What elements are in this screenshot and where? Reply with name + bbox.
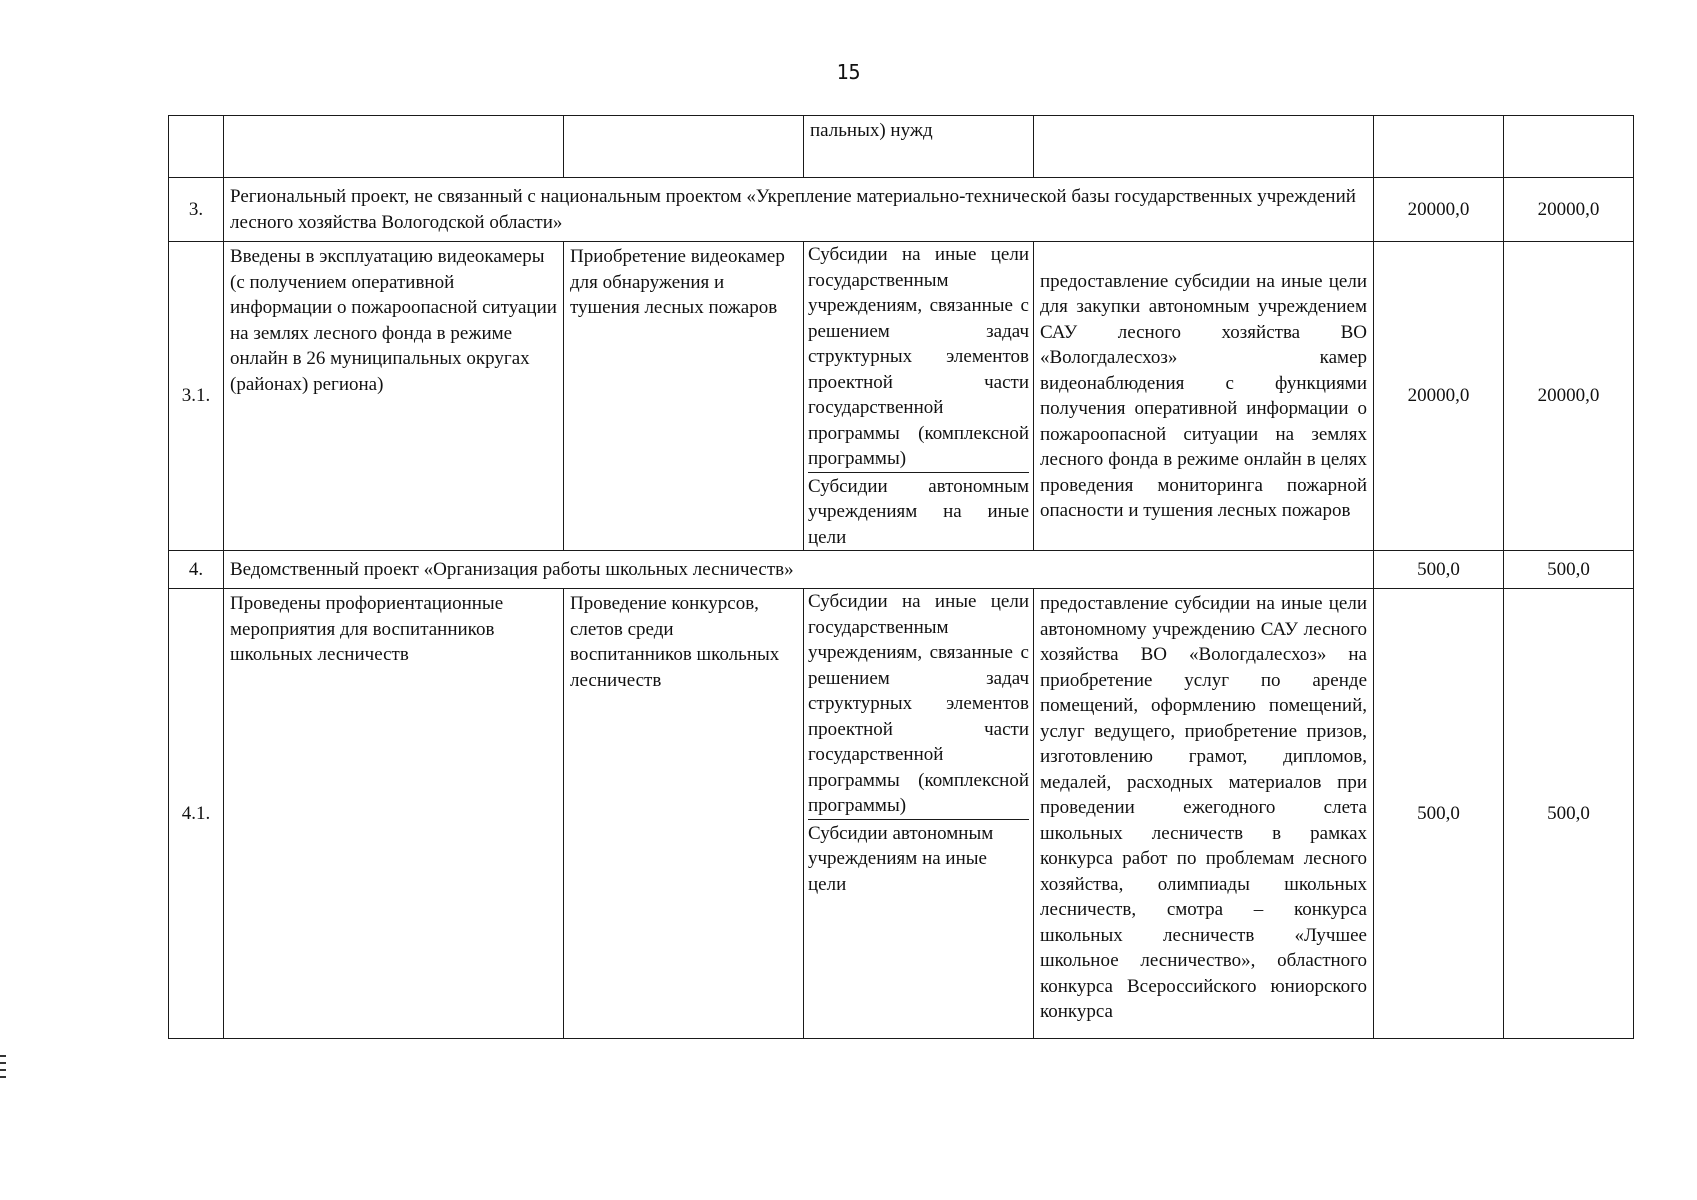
- cell-empty: [1374, 116, 1504, 178]
- cell-continued-text: пальных) нужд: [804, 116, 1034, 178]
- amount-value-2: 20000,0: [1504, 242, 1634, 551]
- result-text: Введены в эксплуатацию видеокамеры (с получением оперативной информации о пожароопасной ситуации на землях лесного фонда в режиме онлайн в 26 муниципальных округах (районах) региона): [224, 242, 564, 551]
- table-row-project-3: [169, 178, 1634, 242]
- row-number: 3.1.: [169, 242, 224, 551]
- amount-value-1: 500,0: [1374, 589, 1504, 1039]
- action-text: Проведение конкурсов, слетов среди воспитанников школьных лесничеств: [564, 589, 804, 1039]
- project-title: Региональный проект, не связанный с национальным проектом «Укрепление материально-технической базы государственных учреждений лесного хозяйства Вологодской области»: [224, 178, 1374, 242]
- expense-type-1: Субсидии на иные цели государственным учреждениям, связанные с решением задач структурных элементов проектной части государственной программы (комплексной программы): [808, 244, 1029, 469]
- program-table: [168, 115, 1634, 1039]
- action-text: Приобретение видеокамер для обнаружения и тушения лесных пожаров: [564, 242, 804, 551]
- project-title: Ведомственный проект «Организация работы школьных лесничеств»: [224, 551, 1374, 589]
- expense-type-2: Субсидии автономным учреждениям на иные цели: [808, 819, 1029, 897]
- cell-empty: [564, 116, 804, 178]
- page-number: 15: [836, 60, 861, 84]
- amount-value-1: 20000,0: [1374, 242, 1504, 551]
- expense-types-list: [808, 242, 1029, 550]
- expense-types: [804, 589, 1034, 1039]
- table-row-4-1: [169, 589, 1634, 1039]
- row-number: 4.1.: [169, 589, 224, 1039]
- expense-types: [804, 242, 1034, 551]
- row-number: 4.: [169, 551, 224, 589]
- description-text: предоставление субсидии на иные цели автономному учреждению САУ лесного хозяйства ВО «Вологдалесхоз» на приобретение услуг по аренде помещений, оформлению помещений, услуг ведущего, приобретение призов, изготовлению грамот, дипломов, медалей, расходных материалов при проведении ежегодного слета школьных лесничеств в рамках конкурса работ по проблемам лесного хозяйства, олимпиады школьных лесничеств, смотра – конкурса школьных лесничеств «Лучшее школьное лесничество», областного конкурса Всероссийского юниорского конкурса: [1034, 589, 1374, 1039]
- amount-value-2: 20000,0: [1504, 178, 1634, 242]
- result-text: Проведены профориентационные мероприятия для воспитанников школьных лесничеств: [224, 589, 564, 1039]
- cell-empty: [1504, 116, 1634, 178]
- scan-margin-marks: [0, 1055, 6, 1083]
- amount-value-2: 500,0: [1504, 551, 1634, 589]
- cell-empty: [224, 116, 564, 178]
- table-row-continuation: [169, 116, 1634, 178]
- cell-empty: [169, 116, 224, 178]
- expense-type-1: Субсидии на иные цели государственным учреждениям, связанные с решением задач структурных элементов проектной части государственной программы (комплексной программы): [808, 591, 1029, 816]
- table-row-project-4: [169, 551, 1634, 589]
- expense-types-list: [808, 589, 1029, 897]
- amount-value-1: 500,0: [1374, 551, 1504, 589]
- table-row-3-1: [169, 242, 1634, 551]
- row-number: 3.: [169, 178, 224, 242]
- amount-value-1: 20000,0: [1374, 178, 1504, 242]
- expense-type-2: Субсидии автономным учреждениям на иные цели: [808, 472, 1029, 550]
- amount-value-2: 500,0: [1504, 589, 1634, 1039]
- cell-empty: [1034, 116, 1374, 178]
- description-text: предоставление субсидии на иные цели для закупки автономным учреждением САУ лесного хозяйства ВО «Вологдалесхоз» камер видеонаблюдения с функциями получения оперативной информации о пожароопасной ситуации на землях лесного фонда в режиме онлайн в целях проведения мониторинга пожарной опасности и тушения лесных пожаров: [1034, 242, 1374, 551]
